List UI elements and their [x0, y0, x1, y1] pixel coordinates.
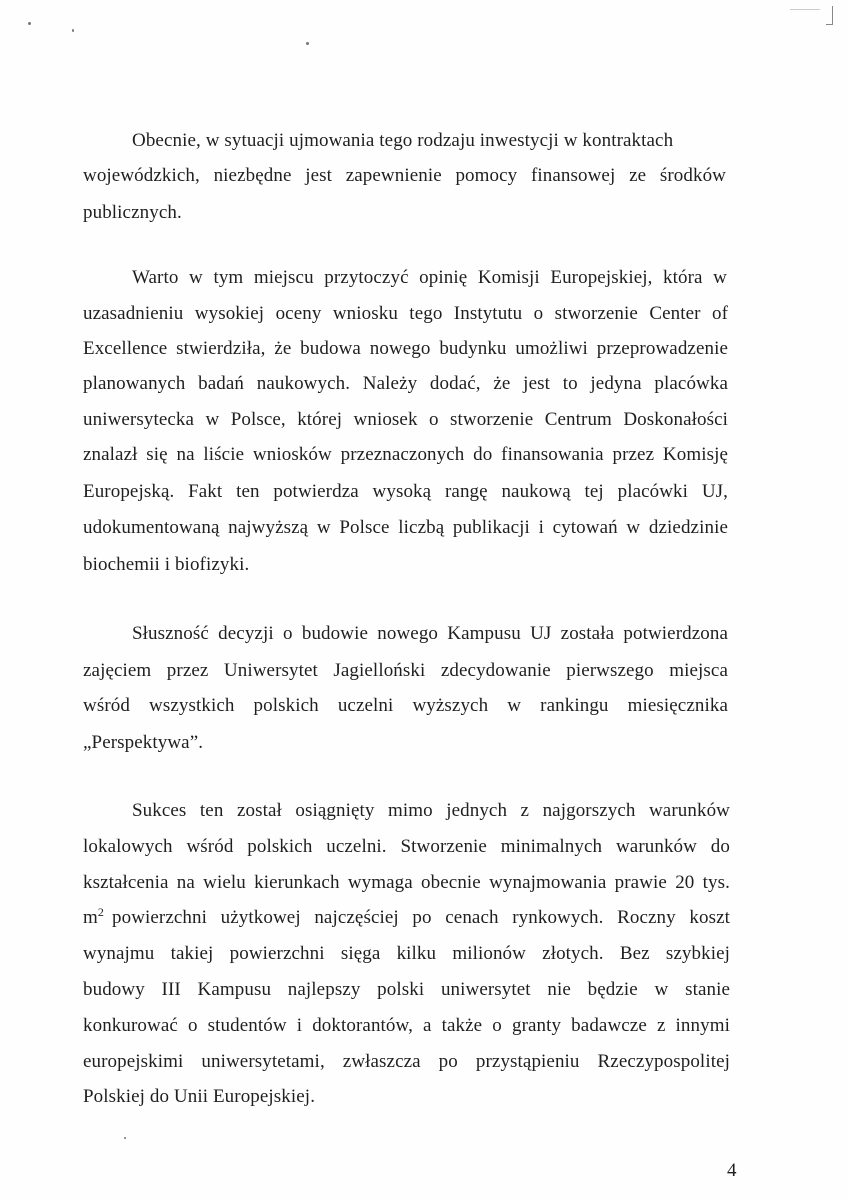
text-line: „Perspektywa”. — [83, 732, 204, 753]
text-line: publicznych. — [83, 202, 182, 223]
text-line: uzasadnieniu wysokiej oceny wniosku tego Instytutu o stworzenie Center of — [83, 303, 728, 324]
text-line: europejskimi uniwersytetami, zwłaszcza po przystąpieniu Rzeczypospolitej — [83, 1051, 730, 1072]
scan-speck — [28, 22, 31, 25]
text-line: uniwersytecka w Polsce, której wniosek o stworzenie Centrum Doskonałości — [83, 409, 728, 430]
scan-speck — [124, 1137, 126, 1139]
text-line-with-unit — [83, 906, 730, 930]
text-line: lokalowych wśród polskich uczelni. Stworzenie minimalnych warunków do — [83, 836, 730, 857]
text-line: wśród wszystkich polskich uczelni wyższych w rankingu miesięcznika — [83, 695, 728, 716]
text-line: Sukces ten został osiągnięty mimo jednych z najgorszych warunków — [132, 800, 730, 821]
text-line: zajęciem przez Uniwersytet Jagielloński zdecydowanie pierwszego miejsca — [83, 660, 728, 681]
text-line: biochemii i biofizyki. — [83, 554, 250, 575]
text-line: planowanych badań naukowych. Należy dodać, że jest to jedyna placówka — [83, 373, 728, 394]
text-line: Obecnie, w sytuacji ujmowania tego rodzaju inwestycji w kontraktach — [132, 130, 674, 151]
text-line: Warto w tym miejscu przytoczyć opinię Komisji Europejskiej, która w — [132, 267, 727, 288]
text-line: wynajmu takiej powierzchni sięga kilku milionów złotych. Bez szybkiej — [83, 943, 730, 964]
text-line: powierzchni użytkowej najczęściej po cenach rynkowych. Roczny koszt — [112, 907, 730, 928]
text-line: wojewódzkich, niezbędne jest zapewnienie pomocy finansowej ze środków — [83, 165, 726, 186]
text-line: Excellence stwierdziła, że budowa nowego budynku umożliwi przeprowadzenie — [83, 338, 728, 359]
unit-exponent: 2 — [97, 905, 104, 919]
scan-edge-line — [790, 9, 820, 10]
text-line: Polskiej do Unii Europejskiej. — [83, 1086, 316, 1107]
scan-corner-mark — [826, 6, 833, 25]
text-line: budowy III Kampusu najlepszy polski uniwersytet nie będzie w stanie — [83, 979, 730, 1000]
scan-speck — [72, 29, 74, 32]
text-line: Słuszność decyzji o budowie nowego Kampusu UJ została potwierdzona — [132, 623, 728, 644]
unit-prefix: m — [83, 907, 98, 928]
scan-speck — [306, 42, 309, 45]
page-number: 4 — [727, 1160, 737, 1181]
text-line: udokumentowaną najwyższą w Polsce liczbą publikacji i cytowań w dziedzinie — [83, 517, 728, 538]
text-line: kształcenia na wielu kierunkach wymaga obecnie wynajmowania prawie 20 tys. — [83, 872, 730, 893]
text-line: znalazł się na liście wniosków przeznaczonych do finansowania przez Komisję — [83, 444, 728, 465]
area-unit — [83, 906, 104, 930]
text-line: Europejską. Fakt ten potwierdza wysoką rangę naukową tej placówki UJ, — [83, 481, 728, 502]
text-line: konkurować o studentów i doktorantów, a także o granty badawcze z innymi — [83, 1015, 730, 1036]
